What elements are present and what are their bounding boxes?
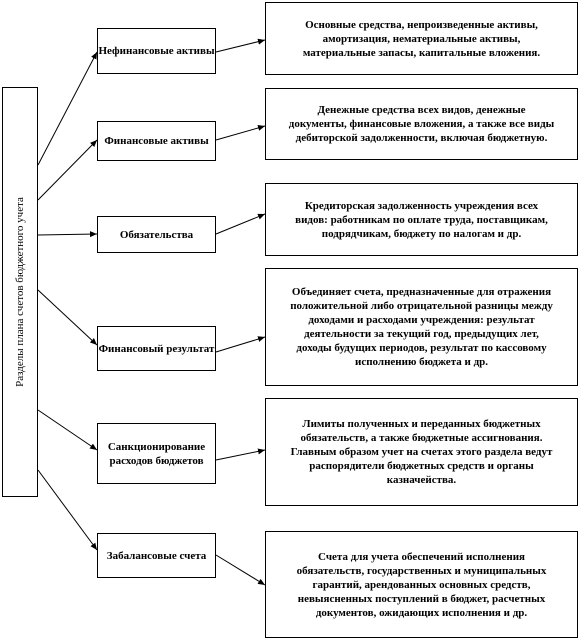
arrow-root-to-budget-sanction xyxy=(38,410,97,450)
arrow-fin-result-to-desc xyxy=(216,337,265,352)
root-label: Разделы плана счетов бюджетного учета xyxy=(14,197,27,387)
description-off-balance-accounts xyxy=(265,531,578,638)
arrow-root-to-offbalance xyxy=(38,470,97,550)
arrow-root-to-fin-result xyxy=(38,290,97,345)
category-label: Санкционирование расходов бюджетов xyxy=(107,440,206,467)
arrow-offbalance-to-desc xyxy=(216,555,265,585)
description-liabilities xyxy=(265,183,578,256)
arrow-financial-to-desc xyxy=(216,126,265,140)
description-text: Объединяет счета, предназначенные для отражения положительной либо отрицательной разницы между доходами и расходами учреждения: результат деятельности за текущий год, предыдущих лет, доходы будущих периодов, результат по кассовому исполнению бюджета и др. xyxy=(290,286,553,368)
root-box xyxy=(2,87,38,497)
arrow-root-to-liabilities xyxy=(38,234,97,235)
category-budget-sanctioning xyxy=(97,423,216,484)
description-text: Кредиторская задолженность учреждения всех видов: работникам по оплате труда, поставщикам, подрядчикам, бюджету по налогам и др. xyxy=(295,199,548,240)
category-label: Обязательства xyxy=(119,228,194,241)
description-financial-assets xyxy=(265,88,578,160)
category-label: Финансовый результат xyxy=(98,342,215,355)
category-financial-result xyxy=(97,326,216,371)
description-text: Основные средства, непроизведенные активы, амортизация, нематериальные активы, материальные запасы, капитальные вложения. xyxy=(302,18,541,59)
category-label: Нефинансовые активы xyxy=(98,45,215,57)
arrow-nonfinancial-to-desc xyxy=(216,40,265,52)
category-nonfinancial-assets xyxy=(97,28,216,74)
category-label: Забалансовые счета xyxy=(106,549,207,562)
description-text: Счета для учета обеспечений исполнения обязательств, государственных и муниципальных гарантий, арендованных основных средств, невыясненных поступлений в бюджет, расчетных документов, ожидающих исполнения и др. xyxy=(296,550,547,619)
category-off-balance-accounts xyxy=(97,533,216,578)
description-nonfinancial-assets xyxy=(265,2,578,75)
arrow-budget-sanction-to-desc xyxy=(216,450,265,460)
description-text: Денежные средства всех видов, денежные документы, финансовые вложения, а также все виды дебиторской задолженности, включая бюджетную. xyxy=(288,104,555,144)
description-text: Лимиты полученных и переданных бюджетных обязательств, а также бюджетные ассигнования. Главным образом учет на счетах этого раздела ведут распорядители бюджетных средств и органы казначейства. xyxy=(290,418,553,486)
description-financial-result xyxy=(265,268,578,386)
category-label: Финансовые активы xyxy=(104,135,209,147)
category-liabilities xyxy=(97,216,216,253)
arrow-root-to-nonfinancial xyxy=(38,52,97,165)
arrow-liabilities-to-desc xyxy=(216,214,265,234)
category-financial-assets xyxy=(97,121,216,161)
description-budget-sanctioning xyxy=(265,398,578,506)
